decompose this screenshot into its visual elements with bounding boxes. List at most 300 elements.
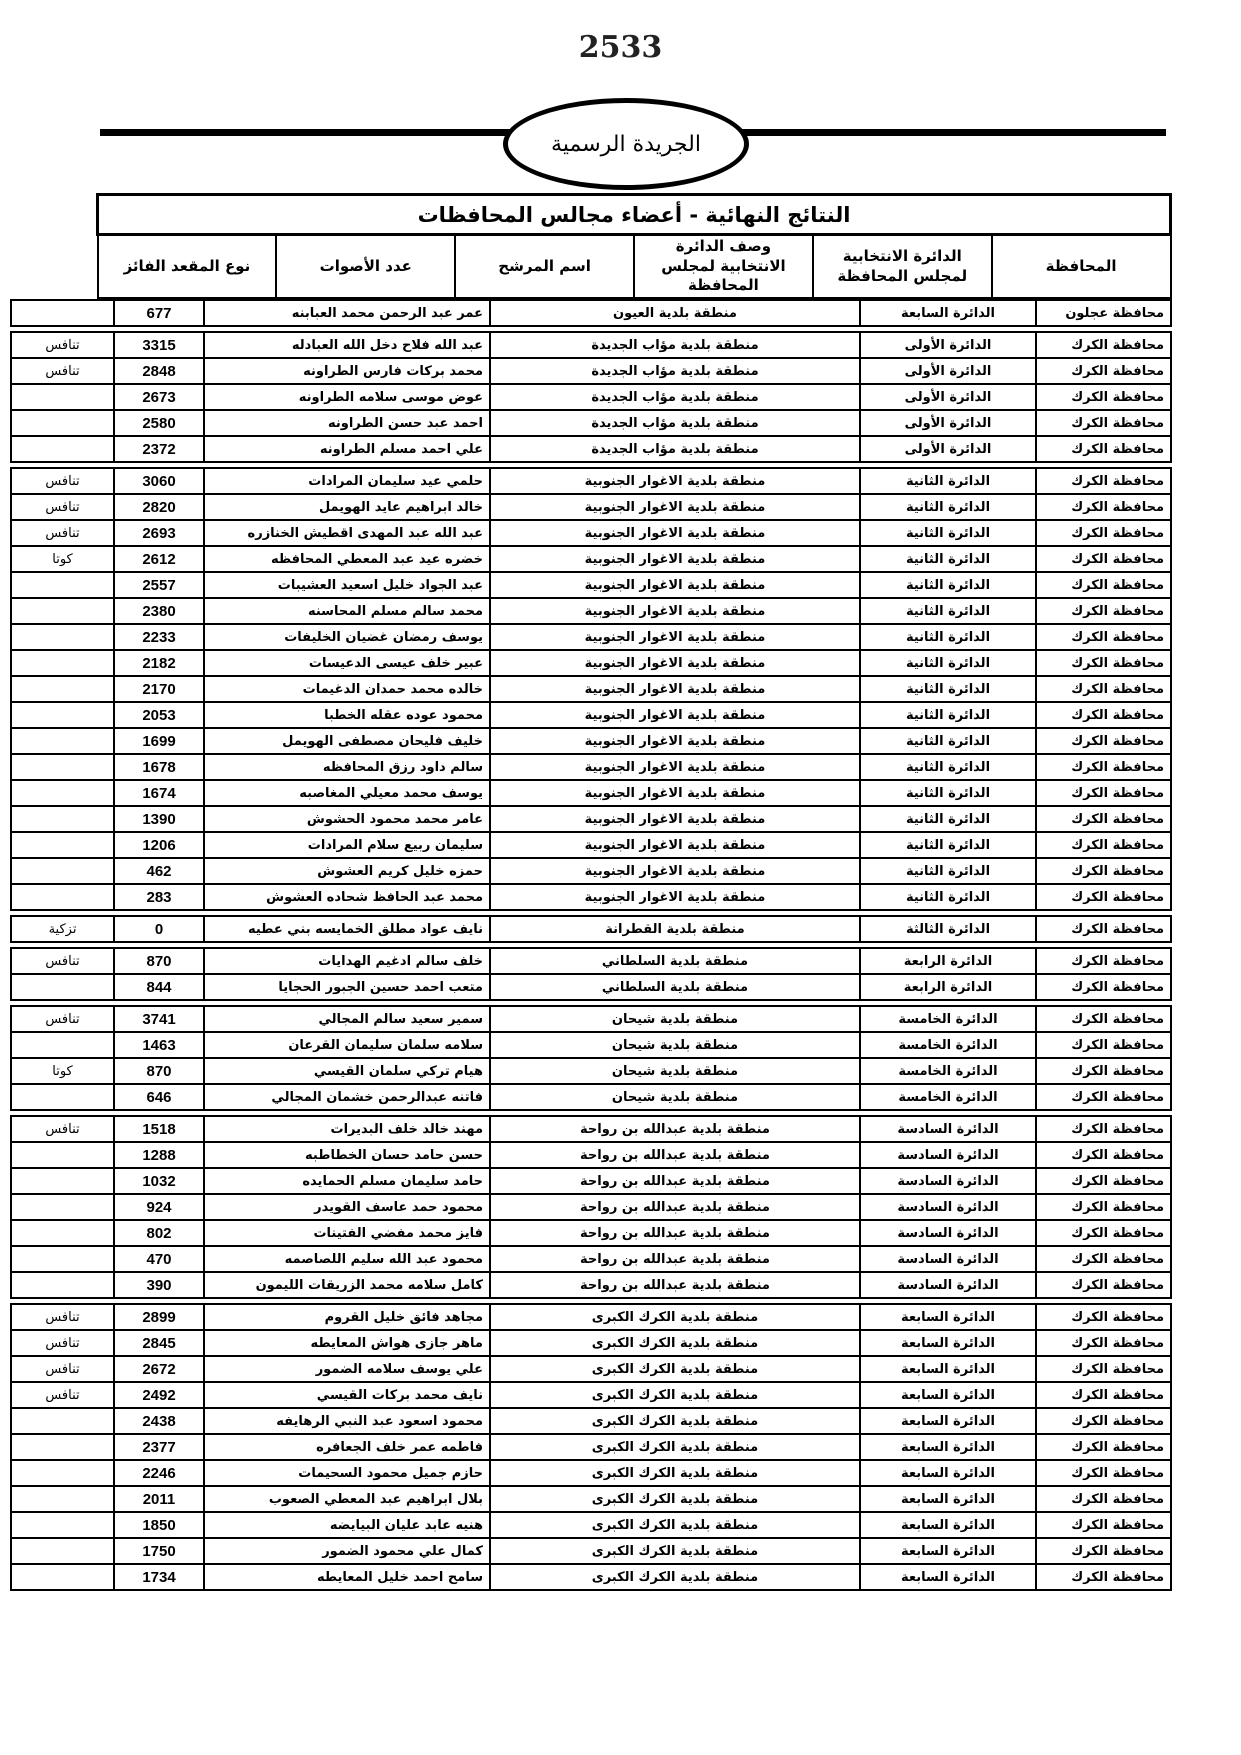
governorate-cell: محافظة الكرك bbox=[1036, 572, 1171, 598]
governorate-cell: محافظة عجلون bbox=[1036, 300, 1171, 326]
governorate-cell: محافظة الكرك bbox=[1036, 598, 1171, 624]
table-row bbox=[11, 676, 1171, 702]
district-cell: الدائرة السادسة bbox=[860, 1194, 1036, 1220]
seat-type-cell bbox=[11, 1246, 114, 1272]
description-cell: منطقة بلدية الاغوار الجنوبية bbox=[490, 546, 860, 572]
votes-cell: 677 bbox=[114, 300, 204, 326]
seat-type-cell bbox=[11, 1460, 114, 1486]
candidate-name-cell: حلمي عيد سليمان المرادات bbox=[204, 468, 490, 494]
description-cell: منطقة بلدية شيحان bbox=[490, 1006, 860, 1032]
governorate-cell: محافظة الكرك bbox=[1036, 1220, 1171, 1246]
governorate-cell: محافظة الكرك bbox=[1036, 858, 1171, 884]
votes-cell: 2233 bbox=[114, 624, 204, 650]
table-row bbox=[11, 1272, 1171, 1298]
candidate-name-cell: يوسف رمضان غضيان الخليفات bbox=[204, 624, 490, 650]
candidate-name-cell: سمير سعيد سالم المجالي bbox=[204, 1006, 490, 1032]
seat-type-cell bbox=[11, 754, 114, 780]
seat-type-cell: كوتا bbox=[11, 546, 114, 572]
candidate-name-cell: محمود اسعود عبد النبي الرهايفه bbox=[204, 1408, 490, 1434]
table-row bbox=[11, 916, 1171, 942]
governorate-cell: محافظة الكرك bbox=[1036, 1084, 1171, 1110]
district-cell: الدائرة الرابعة bbox=[860, 948, 1036, 974]
governorate-cell: محافظة الكرك bbox=[1036, 1512, 1171, 1538]
governorate-cell: محافظة الكرك bbox=[1036, 916, 1171, 942]
seat-type-cell: تنافس bbox=[11, 1006, 114, 1032]
votes-cell: 1518 bbox=[114, 1116, 204, 1142]
description-cell: منطقة بلدية شيحان bbox=[490, 1032, 860, 1058]
votes-cell: 283 bbox=[114, 884, 204, 910]
seat-type-cell bbox=[11, 572, 114, 598]
votes-cell: 2380 bbox=[114, 598, 204, 624]
district-cell: الدائرة الثانية bbox=[860, 468, 1036, 494]
col-seat-type: نوع المقعد الفائز bbox=[98, 235, 277, 299]
governorate-cell: محافظة الكرك bbox=[1036, 1304, 1171, 1330]
table-row bbox=[11, 806, 1171, 832]
seat-type-cell bbox=[11, 1272, 114, 1298]
table-row bbox=[11, 332, 1171, 358]
candidate-name-cell: خالده محمد حمدان الدغيمات bbox=[204, 676, 490, 702]
col-district: الدائرة الانتخابية لمجلس المحافظة bbox=[813, 235, 992, 299]
votes-cell: 924 bbox=[114, 1194, 204, 1220]
table-row bbox=[11, 858, 1171, 884]
votes-cell: 2182 bbox=[114, 650, 204, 676]
table-row bbox=[11, 1058, 1171, 1084]
description-cell: منطقة بلدية مؤاب الجديدة bbox=[490, 358, 860, 384]
votes-cell: 3741 bbox=[114, 1006, 204, 1032]
candidate-name-cell: سامح احمد خليل المعايطه bbox=[204, 1564, 490, 1590]
votes-cell: 2492 bbox=[114, 1382, 204, 1408]
seat-type-cell bbox=[11, 1194, 114, 1220]
governorate-cell: محافظة الكرك bbox=[1036, 1330, 1171, 1356]
seat-type-cell bbox=[11, 1564, 114, 1590]
seat-type-cell: تنافس bbox=[11, 1116, 114, 1142]
candidate-name-cell: متعب احمد حسين الجبور الحجايا bbox=[204, 974, 490, 1000]
table-row bbox=[11, 624, 1171, 650]
description-cell: منطقة بلدية الكرك الكبرى bbox=[490, 1304, 860, 1330]
votes-cell: 2372 bbox=[114, 436, 204, 462]
candidate-name-cell: حمزه خليل كريم العشوش bbox=[204, 858, 490, 884]
votes-cell: 2580 bbox=[114, 410, 204, 436]
district-cell: الدائرة السابعة bbox=[860, 1382, 1036, 1408]
district-cell: الدائرة الثانية bbox=[860, 702, 1036, 728]
description-cell: منطقة بلدية الكرك الكبرى bbox=[490, 1564, 860, 1590]
description-cell: منطقة بلدية الكرك الكبرى bbox=[490, 1382, 860, 1408]
table-row bbox=[11, 1434, 1171, 1460]
governorate-cell: محافظة الكرك bbox=[1036, 332, 1171, 358]
governorate-cell: محافظة الكرك bbox=[1036, 948, 1171, 974]
description-cell: منطقة بلدية الاغوار الجنوبية bbox=[490, 884, 860, 910]
candidate-name-cell: مجاهد فائق خليل القروم bbox=[204, 1304, 490, 1330]
candidate-name-cell: محمد عبد الحافظ شحاده العشوش bbox=[204, 884, 490, 910]
description-cell: منطقة بلدية عبدالله بن رواحة bbox=[490, 1168, 860, 1194]
col-candidate: اسم المرشح bbox=[455, 235, 634, 299]
candidate-name-cell: عامر محمد محمود الحشوش bbox=[204, 806, 490, 832]
district-cell: الدائرة الثانية bbox=[860, 754, 1036, 780]
governorate-cell: محافظة الكرك bbox=[1036, 806, 1171, 832]
candidate-name-cell: يوسف محمد معيلي المغاصبه bbox=[204, 780, 490, 806]
table-row bbox=[11, 358, 1171, 384]
results-sheet bbox=[45, 193, 1172, 1591]
votes-cell: 870 bbox=[114, 1058, 204, 1084]
description-cell: منطقة بلدية الاغوار الجنوبية bbox=[490, 650, 860, 676]
seat-type-cell: تنافس bbox=[11, 1382, 114, 1408]
description-cell: منطقة بلدية الاغوار الجنوبية bbox=[490, 624, 860, 650]
candidate-name-cell: فايز محمد مفضي الفتينات bbox=[204, 1220, 490, 1246]
governorate-cell: محافظة الكرك bbox=[1036, 974, 1171, 1000]
seat-type-cell bbox=[11, 1512, 114, 1538]
table-row bbox=[11, 468, 1171, 494]
candidate-name-cell: سليمان ربيع سلام المرادات bbox=[204, 832, 490, 858]
candidate-name-cell: كمال علي محمود الضمور bbox=[204, 1538, 490, 1564]
seat-type-cell bbox=[11, 1084, 114, 1110]
description-cell: منطقة بلدية عبدالله بن رواحة bbox=[490, 1194, 860, 1220]
description-cell: منطقة بلدية الاغوار الجنوبية bbox=[490, 728, 860, 754]
district-cell: الدائرة السادسة bbox=[860, 1168, 1036, 1194]
candidate-name-cell: حسن حامد حسان الخطاطبه bbox=[204, 1142, 490, 1168]
governorate-cell: محافظة الكرك bbox=[1036, 702, 1171, 728]
votes-cell: 1750 bbox=[114, 1538, 204, 1564]
district-cell: الدائرة الثانية bbox=[860, 572, 1036, 598]
candidate-name-cell: فاتنه عبدالرحمن خشمان المجالي bbox=[204, 1084, 490, 1110]
governorate-cell: محافظة الكرك bbox=[1036, 832, 1171, 858]
description-cell: منطقة بلدية الاغوار الجنوبية bbox=[490, 494, 860, 520]
votes-cell: 1850 bbox=[114, 1512, 204, 1538]
governorate-cell: محافظة الكرك bbox=[1036, 546, 1171, 572]
candidate-name-cell: بلال ابراهيم عبد المعطي الصعوب bbox=[204, 1486, 490, 1512]
candidate-name-cell: محمود حمد عاسف القويدر bbox=[204, 1194, 490, 1220]
candidate-name-cell: خضره عيد عبد المعطي المحافظه bbox=[204, 546, 490, 572]
district-group-table bbox=[10, 1115, 1172, 1299]
governorate-cell: محافظة الكرك bbox=[1036, 1564, 1171, 1590]
description-cell: منطقة بلدية العيون bbox=[490, 300, 860, 326]
votes-cell: 2845 bbox=[114, 1330, 204, 1356]
district-cell: الدائرة الثانية bbox=[860, 494, 1036, 520]
gazette-masthead bbox=[503, 98, 749, 190]
candidate-name-cell: هيام تركي سلمان القيسي bbox=[204, 1058, 490, 1084]
masthead-title: الجريدة الرسمية bbox=[551, 131, 701, 157]
votes-cell: 802 bbox=[114, 1220, 204, 1246]
description-cell: منطقة بلدية الكرك الكبرى bbox=[490, 1486, 860, 1512]
table-row bbox=[11, 1460, 1171, 1486]
candidate-name-cell: عبد الله فلاح دخل الله العبادله bbox=[204, 332, 490, 358]
description-cell: منطقة بلدية الاغوار الجنوبية bbox=[490, 754, 860, 780]
district-cell: الدائرة السابعة bbox=[860, 1434, 1036, 1460]
votes-cell: 1390 bbox=[114, 806, 204, 832]
votes-cell: 2848 bbox=[114, 358, 204, 384]
description-cell: منطقة بلدية السلطاني bbox=[490, 948, 860, 974]
district-cell: الدائرة الثانية bbox=[860, 832, 1036, 858]
district-cell: الدائرة السابعة bbox=[860, 1486, 1036, 1512]
description-cell: منطقة بلدية الكرك الكبرى bbox=[490, 1408, 860, 1434]
description-cell: منطقة بلدية الكرك الكبرى bbox=[490, 1512, 860, 1538]
table-row bbox=[11, 780, 1171, 806]
district-cell: الدائرة الخامسة bbox=[860, 1084, 1036, 1110]
governorate-cell: محافظة الكرك bbox=[1036, 494, 1171, 520]
table-row bbox=[11, 832, 1171, 858]
district-group-table bbox=[10, 331, 1172, 463]
governorate-cell: محافظة الكرك bbox=[1036, 650, 1171, 676]
votes-cell: 2246 bbox=[114, 1460, 204, 1486]
table-row bbox=[11, 572, 1171, 598]
description-cell: منطقة بلدية عبدالله بن رواحة bbox=[490, 1246, 860, 1272]
district-cell: الدائرة السابعة bbox=[860, 1356, 1036, 1382]
district-cell: الدائرة السابعة bbox=[860, 1304, 1036, 1330]
district-cell: الدائرة الخامسة bbox=[860, 1032, 1036, 1058]
votes-cell: 2612 bbox=[114, 546, 204, 572]
seat-type-cell bbox=[11, 650, 114, 676]
table-row bbox=[11, 1246, 1171, 1272]
description-cell: منطقة بلدية عبدالله بن رواحة bbox=[490, 1142, 860, 1168]
district-cell: الدائرة السابعة bbox=[860, 1330, 1036, 1356]
description-cell: منطقة بلدية الكرك الكبرى bbox=[490, 1330, 860, 1356]
seat-type-cell bbox=[11, 806, 114, 832]
governorate-cell: محافظة الكرك bbox=[1036, 468, 1171, 494]
results-header-table bbox=[96, 193, 1172, 299]
table-row bbox=[11, 754, 1171, 780]
seat-type-cell: تنافس bbox=[11, 520, 114, 546]
candidate-name-cell: محمود عوده عقله الخطبا bbox=[204, 702, 490, 728]
district-cell: الدائرة الثالثة bbox=[860, 916, 1036, 942]
votes-cell: 3315 bbox=[114, 332, 204, 358]
votes-cell: 0 bbox=[114, 916, 204, 942]
governorate-cell: محافظة الكرك bbox=[1036, 1434, 1171, 1460]
seat-type-cell bbox=[11, 1220, 114, 1246]
candidate-name-cell: كامل سلامه محمد الزريقات الليمون bbox=[204, 1272, 490, 1298]
candidate-name-cell: خلف سالم ادغيم الهدايات bbox=[204, 948, 490, 974]
seat-type-cell: كوتا bbox=[11, 1058, 114, 1084]
votes-cell: 2438 bbox=[114, 1408, 204, 1434]
district-group-table bbox=[10, 299, 1172, 327]
table-row bbox=[11, 1194, 1171, 1220]
district-cell: الدائرة الأولى bbox=[860, 358, 1036, 384]
votes-cell: 2557 bbox=[114, 572, 204, 598]
description-cell: منطقة بلدية الاغوار الجنوبية bbox=[490, 572, 860, 598]
district-cell: الدائرة السابعة bbox=[860, 1538, 1036, 1564]
seat-type-cell: تنافس bbox=[11, 1304, 114, 1330]
candidate-name-cell: حازم جميل محمود السحيمات bbox=[204, 1460, 490, 1486]
candidate-name-cell: عبد الجواد خليل اسعيد العشيبات bbox=[204, 572, 490, 598]
seat-type-cell bbox=[11, 1032, 114, 1058]
district-cell: الدائرة الأولى bbox=[860, 410, 1036, 436]
votes-cell: 844 bbox=[114, 974, 204, 1000]
seat-type-cell bbox=[11, 624, 114, 650]
candidate-name-cell: عمر عبد الرحمن محمد العبابنه bbox=[204, 300, 490, 326]
candidate-name-cell: علي احمد مسلم الطراونه bbox=[204, 436, 490, 462]
description-cell: منطقة بلدية القطرانة bbox=[490, 916, 860, 942]
district-cell: الدائرة السادسة bbox=[860, 1220, 1036, 1246]
seat-type-cell: تنافس bbox=[11, 358, 114, 384]
votes-cell: 2672 bbox=[114, 1356, 204, 1382]
seat-type-cell bbox=[11, 1168, 114, 1194]
seat-type-cell: تنافس bbox=[11, 948, 114, 974]
candidate-name-cell: سلامه سلمان سليمان القرعان bbox=[204, 1032, 490, 1058]
district-cell: الدائرة الثانية bbox=[860, 520, 1036, 546]
col-governorate: المحافظة bbox=[992, 235, 1171, 299]
votes-cell: 1674 bbox=[114, 780, 204, 806]
table-title: النتائج النهائية - أعضاء مجالس المحافظات bbox=[98, 195, 1171, 235]
description-cell: منطقة بلدية مؤاب الجديدة bbox=[490, 332, 860, 358]
seat-type-cell: تنافس bbox=[11, 1330, 114, 1356]
district-cell: الدائرة السادسة bbox=[860, 1142, 1036, 1168]
table-row bbox=[11, 1486, 1171, 1512]
seat-type-cell bbox=[11, 1434, 114, 1460]
description-cell: منطقة بلدية عبدالله بن رواحة bbox=[490, 1272, 860, 1298]
governorate-cell: محافظة الكرك bbox=[1036, 1538, 1171, 1564]
table-row bbox=[11, 1168, 1171, 1194]
votes-cell: 1206 bbox=[114, 832, 204, 858]
seat-type-cell bbox=[11, 676, 114, 702]
table-row bbox=[11, 1512, 1171, 1538]
candidate-name-cell: حامد سليمان مسلم الحمايده bbox=[204, 1168, 490, 1194]
seat-type-cell bbox=[11, 858, 114, 884]
votes-cell: 2820 bbox=[114, 494, 204, 520]
seat-type-cell bbox=[11, 1142, 114, 1168]
votes-cell: 470 bbox=[114, 1246, 204, 1272]
votes-cell: 2170 bbox=[114, 676, 204, 702]
district-cell: الدائرة السابعة bbox=[860, 1512, 1036, 1538]
description-cell: منطقة بلدية الاغوار الجنوبية bbox=[490, 806, 860, 832]
description-cell: منطقة بلدية الاغوار الجنوبية bbox=[490, 702, 860, 728]
governorate-cell: محافظة الكرك bbox=[1036, 754, 1171, 780]
district-cell: الدائرة الأولى bbox=[860, 436, 1036, 462]
description-cell: منطقة بلدية عبدالله بن رواحة bbox=[490, 1220, 860, 1246]
governorate-cell: محافظة الكرك bbox=[1036, 1032, 1171, 1058]
candidate-name-cell: هنيه عابد عليان البيايضه bbox=[204, 1512, 490, 1538]
governorate-cell: محافظة الكرك bbox=[1036, 358, 1171, 384]
seat-type-cell bbox=[11, 1486, 114, 1512]
district-cell: الدائرة السادسة bbox=[860, 1116, 1036, 1142]
description-cell: منطقة بلدية الكرك الكبرى bbox=[490, 1356, 860, 1382]
seat-type-cell bbox=[11, 410, 114, 436]
candidate-name-cell: احمد عبد حسن الطراونه bbox=[204, 410, 490, 436]
result-groups bbox=[45, 299, 1172, 1591]
seat-type-cell: تزكية bbox=[11, 916, 114, 942]
governorate-cell: محافظة الكرك bbox=[1036, 520, 1171, 546]
table-row bbox=[11, 384, 1171, 410]
district-group-table bbox=[10, 947, 1172, 1001]
table-row bbox=[11, 1084, 1171, 1110]
seat-type-cell bbox=[11, 728, 114, 754]
votes-cell: 2899 bbox=[114, 1304, 204, 1330]
governorate-cell: محافظة الكرك bbox=[1036, 1382, 1171, 1408]
description-cell: منطقة بلدية الاغوار الجنوبية bbox=[490, 468, 860, 494]
governorate-cell: محافظة الكرك bbox=[1036, 1058, 1171, 1084]
candidate-name-cell: خالد ابراهيم عايد الهويمل bbox=[204, 494, 490, 520]
table-row bbox=[11, 1330, 1171, 1356]
description-cell: منطقة بلدية الاغوار الجنوبية bbox=[490, 780, 860, 806]
governorate-cell: محافظة الكرك bbox=[1036, 676, 1171, 702]
votes-cell: 2011 bbox=[114, 1486, 204, 1512]
description-cell: منطقة بلدية الاغوار الجنوبية bbox=[490, 832, 860, 858]
votes-cell: 870 bbox=[114, 948, 204, 974]
description-cell: منطقة بلدية الاغوار الجنوبية bbox=[490, 598, 860, 624]
governorate-cell: محافظة الكرك bbox=[1036, 1486, 1171, 1512]
candidate-name-cell: محمد بركات فارس الطراونه bbox=[204, 358, 490, 384]
seat-type-cell: تنافس bbox=[11, 494, 114, 520]
candidate-name-cell: نايف عواد مطلق الخمايسه بني عطيه bbox=[204, 916, 490, 942]
candidate-name-cell: خليف فليحان مصطفى الهويمل bbox=[204, 728, 490, 754]
table-row bbox=[11, 1304, 1171, 1330]
district-cell: الدائرة الأولى bbox=[860, 332, 1036, 358]
candidate-name-cell: عوض موسى سلامه الطراونه bbox=[204, 384, 490, 410]
district-group-table bbox=[10, 1303, 1172, 1591]
description-cell: منطقة بلدية الكرك الكبرى bbox=[490, 1538, 860, 1564]
votes-cell: 2673 bbox=[114, 384, 204, 410]
votes-cell: 2693 bbox=[114, 520, 204, 546]
description-cell: منطقة بلدية السلطاني bbox=[490, 974, 860, 1000]
governorate-cell: محافظة الكرك bbox=[1036, 1356, 1171, 1382]
governorate-cell: محافظة الكرك bbox=[1036, 1168, 1171, 1194]
seat-type-cell bbox=[11, 1408, 114, 1434]
description-cell: منطقة بلدية الاغوار الجنوبية bbox=[490, 520, 860, 546]
district-cell: الدائرة الثانية bbox=[860, 624, 1036, 650]
district-cell: الدائرة الرابعة bbox=[860, 974, 1036, 1000]
votes-cell: 2053 bbox=[114, 702, 204, 728]
candidate-name-cell: فاطمه عمر خلف الجعافره bbox=[204, 1434, 490, 1460]
governorate-cell: محافظة الكرك bbox=[1036, 1408, 1171, 1434]
district-cell: الدائرة الخامسة bbox=[860, 1006, 1036, 1032]
table-row bbox=[11, 410, 1171, 436]
table-row bbox=[11, 520, 1171, 546]
description-cell: منطقة بلدية مؤاب الجديدة bbox=[490, 410, 860, 436]
district-cell: الدائرة الخامسة bbox=[860, 1058, 1036, 1084]
description-cell: منطقة بلدية الكرك الكبرى bbox=[490, 1460, 860, 1486]
district-cell: الدائرة الثانية bbox=[860, 728, 1036, 754]
seat-type-cell: تنافس bbox=[11, 332, 114, 358]
candidate-name-cell: نايف محمد بركات القيسي bbox=[204, 1382, 490, 1408]
governorate-cell: محافظة الكرك bbox=[1036, 780, 1171, 806]
governorate-cell: محافظة الكرك bbox=[1036, 728, 1171, 754]
votes-cell: 1288 bbox=[114, 1142, 204, 1168]
district-cell: الدائرة الثانية bbox=[860, 858, 1036, 884]
seat-type-cell bbox=[11, 884, 114, 910]
votes-cell: 1032 bbox=[114, 1168, 204, 1194]
seat-type-cell bbox=[11, 436, 114, 462]
votes-cell: 1678 bbox=[114, 754, 204, 780]
votes-cell: 646 bbox=[114, 1084, 204, 1110]
table-row bbox=[11, 948, 1171, 974]
district-cell: الدائرة الثانية bbox=[860, 598, 1036, 624]
governorate-cell: محافظة الكرك bbox=[1036, 624, 1171, 650]
district-cell: الدائرة السادسة bbox=[860, 1272, 1036, 1298]
votes-cell: 3060 bbox=[114, 468, 204, 494]
table-row bbox=[11, 598, 1171, 624]
candidate-name-cell: سالم داود رزق المحافظه bbox=[204, 754, 490, 780]
col-votes: عدد الأصوات bbox=[276, 235, 455, 299]
seat-type-cell bbox=[11, 780, 114, 806]
governorate-cell: محافظة الكرك bbox=[1036, 1246, 1171, 1272]
seat-type-cell: تنافس bbox=[11, 1356, 114, 1382]
seat-type-cell: تنافس bbox=[11, 468, 114, 494]
district-cell: الدائرة الثانية bbox=[860, 650, 1036, 676]
governorate-cell: محافظة الكرك bbox=[1036, 410, 1171, 436]
votes-cell: 1699 bbox=[114, 728, 204, 754]
candidate-name-cell: محمود عبد الله سليم اللصاصمه bbox=[204, 1246, 490, 1272]
votes-cell: 462 bbox=[114, 858, 204, 884]
table-row bbox=[11, 546, 1171, 572]
candidate-name-cell: مهند خالد خلف البديرات bbox=[204, 1116, 490, 1142]
table-row bbox=[11, 1408, 1171, 1434]
district-cell: الدائرة الأولى bbox=[860, 384, 1036, 410]
district-cell: الدائرة السابعة bbox=[860, 1408, 1036, 1434]
table-row bbox=[11, 1006, 1171, 1032]
district-cell: الدائرة الثانية bbox=[860, 676, 1036, 702]
seat-type-cell bbox=[11, 598, 114, 624]
seat-type-cell bbox=[11, 974, 114, 1000]
district-cell: الدائرة الثانية bbox=[860, 546, 1036, 572]
description-cell: منطقة بلدية مؤاب الجديدة bbox=[490, 436, 860, 462]
votes-cell: 390 bbox=[114, 1272, 204, 1298]
